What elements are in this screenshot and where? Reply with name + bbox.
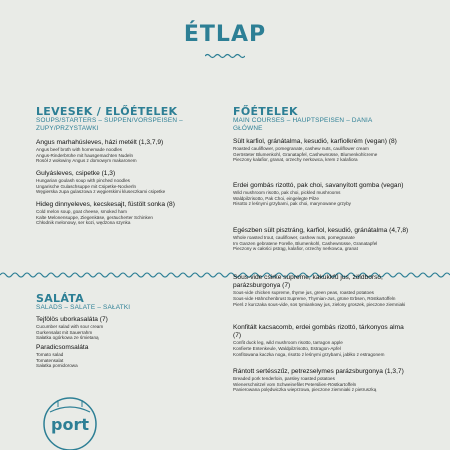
menu-item [233,227,413,252]
item-name: Rántott sertésszűz, petrezselymes parázsburgonya (1,3,7) [233,368,404,375]
salads-heading: SALÁTA [36,292,85,305]
item-name: Egészben sült pisztráng, karfiol, kesudió, gránátalma (4,7,8) [233,227,409,234]
menu-item [233,138,413,163]
item-name: Tejfölös uborkasaláta (7) [36,316,108,323]
item-desc: Tomato salad Tomatensalat Sałatka pomidorowa [36,352,78,369]
item-desc: Wild mushroom risotto, pak choi, pickled mushrooms Waldpilzrisotto, Pak Choi, eingelegte Pilze Risotto z leśnymi grzybami, pak choi, marynowane grzyby [233,190,351,207]
logo-text: port [51,415,89,434]
port-logo [40,390,100,450]
menu-item [36,344,206,369]
menu-item [36,170,206,195]
item-name: Erdei gombás rizottó, pak choi, savanyított gomba (vegan) [233,182,404,189]
mains-heading: FŐÉTELEK [233,105,298,118]
menu-item [36,201,206,226]
mains-subtitle: MAIN COURSES – HAUPTSPEISEN – DANIA GŁÓWNE [233,117,373,132]
starters-subtitle: SOUPS/STARTERS – SUPPEN/VORSPEISEN – ZUPY/PRZYSTAWKI [36,117,183,132]
item-desc: Sous-vide chicken supreme, thyme jus, green peas, roasted potatoes Sous-vide Hähnchenbrust Supreme, Thymian-Jus, grüne Erbsen, Röstkartoffeln Pierś z kurczaka sous-vide, sos tymiankowy jus, zielony groszek, pieczone ziemniaki [233,290,406,307]
menu-item [233,274,413,307]
menu-item [233,324,413,357]
item-name: Angus marhahúsleves, házi metélt (1,3,7,9) [36,139,164,146]
page-title: ÉTLAP [183,22,267,47]
item-name: Konfitált kacsacomb, erdei gombás rizottó, tárkonyos alma (7) [233,324,404,340]
item-name: Paradicsomsaláta [36,344,89,351]
item-desc: Cucumber salad with sour cream Gurkensalat mit Sauerrahm Sałatka ogórkowa ze śmietaną [36,324,104,341]
item-desc: Angus beef broth with homemade noodles Angus-Rinderbrühe mit hausgemachten Nudeln Rosół z wołowiny Angus z domowym makaronem [36,147,137,164]
item-desc: Hungarian goulash soup with pinched noodles Ungarische Gulaschsuppe mit Csipetke-Nockerln Węgierska zupa gulaszowa z węgierskimi kluseczkami csipetke [36,178,166,195]
item-desc: Breaded pork tenderloin, parsley roasted potatoes Wienerschnitzel vom Schweinefilet Petersilien-Röstkartoffeln Panierowana polędwiczka wieprzowa, pieczone ziemniaki z pietruszką [233,376,377,393]
item-desc: Whole roasted trout, cauliflower, cashew nuts, pomegranate Im Ganzen gebratene Forelle, Blumenkohl, Cashewnüsse, Granatapfel Pieczony w całości pstrąg, kalafior, orzechy nerkowca, granat [233,235,378,252]
item-name: Sous-vide csirke supreme, kakukkfű jus, zöldborsó, parázsburgonya (7) [233,274,383,290]
item-desc: Roasted cauliflower, pomegranate, cashew nuts, cauliflower cream Gerösteter Blumenkohl, Granatapfel, Cashewnüsse, Blumenkohlcreme Pieczony kalafior, granat, orzechy nerkowca, krem z kalafiora [233,146,378,163]
item-name: Gulyásleves, csipetke (1,3) [36,170,116,177]
menu-item [233,182,413,207]
salads-subtitle: SALADS – SALATE – SAŁATKI [36,304,131,311]
item-desc: Confit duck leg, wild mushroom risotto, tarragon apple Konfierte Entenkeule, Waldpilzrisotto, Estragon-Apfel Konfitowana kaczka noga, risotto z leśnymi grzybami, jabłko z estragonem [233,340,385,357]
menu-item [233,368,413,393]
menu-item [36,316,206,341]
menu-item [36,139,206,164]
item-name: Hideg dinnyeleves, kecskesajt, füstölt sonka (8) [36,201,175,208]
item-desc: Cold melon soup, goat cheese, smoked ham Kalte Melonensuppe, Ziegenkäse, geräucherter Schinken Chłodnik melonowy, ser kozi, wędzona szynka [36,209,153,226]
item-name: Sült karfiol, gránátalma, kesudió, karfiolkrém (vegan) (8) [233,138,397,145]
starters-heading: LEVESEK / ELŐÉTELEK [36,105,178,118]
title-wave-divider [205,53,245,59]
